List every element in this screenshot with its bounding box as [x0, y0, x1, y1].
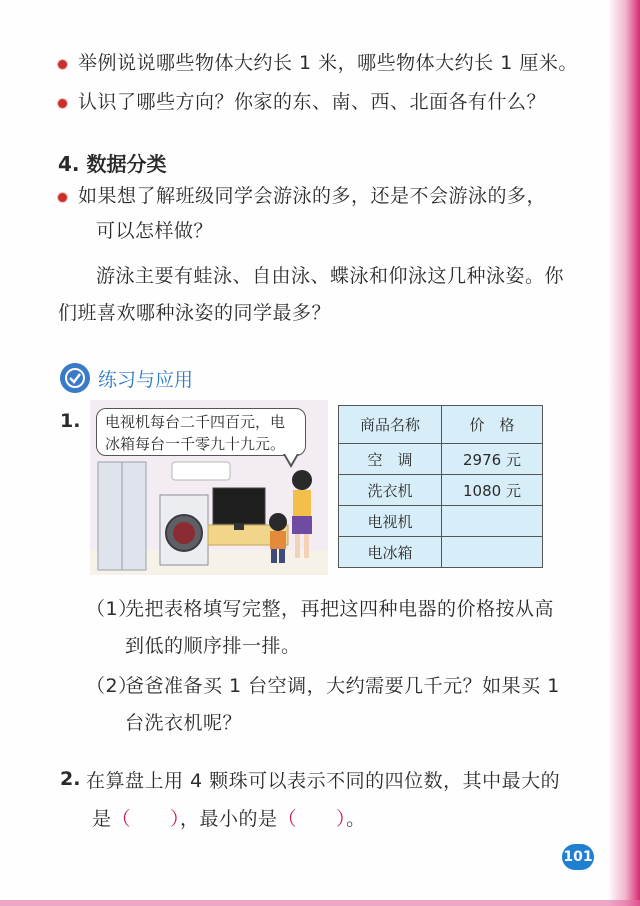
- price-cell: 2976 元: [442, 444, 543, 475]
- bullet-dot-icon: [58, 99, 67, 108]
- q2-text-b: ，最小的是: [180, 808, 278, 830]
- page-spine-edge: [608, 0, 640, 906]
- practice-header: [60, 363, 193, 393]
- q2-text-a: 是: [92, 808, 112, 830]
- price-cell-empty[interactable]: [442, 537, 543, 568]
- bubble-line-1: 电视机每台二千四百元，电: [105, 413, 286, 431]
- question-2-line-2: [92, 806, 366, 832]
- sub-question-1-label: （1）: [86, 598, 138, 620]
- paragraph-line-2: 们班喜欢哪种泳姿的同学最多？: [58, 302, 332, 324]
- bubble-line-2: 冰箱每台一千零九十九元。: [105, 435, 286, 453]
- section-heading: 4. 数据分类: [58, 152, 167, 176]
- header-item-name: 商品名称: [339, 406, 442, 444]
- sub-question-1-line-1: 先把表格填写完整，再把这四种电器的价格按从高: [125, 598, 555, 620]
- price-table: [338, 405, 543, 568]
- practice-icon: [60, 363, 90, 393]
- review-item-2: 认识了哪些方向？你家的东、南、西、北面各有什么？: [78, 91, 547, 113]
- page-number-badge: 101: [562, 844, 594, 870]
- bottom-edge: [0, 900, 640, 906]
- answer-blank-smallest[interactable]: （ ）: [277, 808, 347, 830]
- question-2-line-1: 在算盘上用 4 颗珠可以表示不同的四位数，其中最大的: [86, 770, 561, 792]
- header-price: 价 格: [442, 406, 543, 444]
- price-cell-empty[interactable]: [442, 506, 543, 537]
- question-2-number: 2.: [60, 768, 81, 790]
- question-line-2: 可以怎样做？: [96, 220, 214, 242]
- table-row: [339, 444, 543, 475]
- question-line-1: 如果想了解班级同学会游泳的多，还是不会游泳的多，: [78, 185, 547, 207]
- paragraph-line-1: 游泳主要有蛙泳、自由泳、蝶泳和仰泳这几种泳姿。你: [96, 265, 565, 287]
- speech-bubble: [96, 408, 306, 456]
- bullet-dot-icon: [58, 193, 67, 202]
- answer-blank-largest[interactable]: （ ）: [111, 808, 181, 830]
- bubble-tail-fill: [284, 452, 298, 464]
- practice-title: 练习与应用: [98, 368, 194, 391]
- item-name-cell: 洗衣机: [339, 475, 442, 506]
- sub-question-2-line-1: 爸爸准备买 1 台空调，大约需要几千元？如果买 1: [125, 675, 560, 697]
- question-1-number: 1.: [60, 410, 81, 432]
- price-cell: 1080 元: [442, 475, 543, 506]
- sub-question-2-line-2: 台洗衣机呢？: [125, 712, 243, 734]
- q2-text-c: 。: [346, 808, 366, 830]
- item-name-cell: 空 调: [339, 444, 442, 475]
- table-row: [339, 537, 543, 568]
- bullet-dot-icon: [58, 60, 67, 69]
- sub-question-1-line-2: 到低的顺序排一排。: [125, 635, 301, 657]
- table-row: [339, 475, 543, 506]
- review-item-1: 举例说说哪些物体大约长 1 米，哪些物体大约长 1 厘米。: [78, 52, 578, 74]
- item-name-cell: 电视机: [339, 506, 442, 537]
- table-row: [339, 506, 543, 537]
- item-name-cell: 电冰箱: [339, 537, 442, 568]
- table-header-row: [339, 406, 543, 444]
- sub-question-2-label: （2）: [86, 675, 138, 697]
